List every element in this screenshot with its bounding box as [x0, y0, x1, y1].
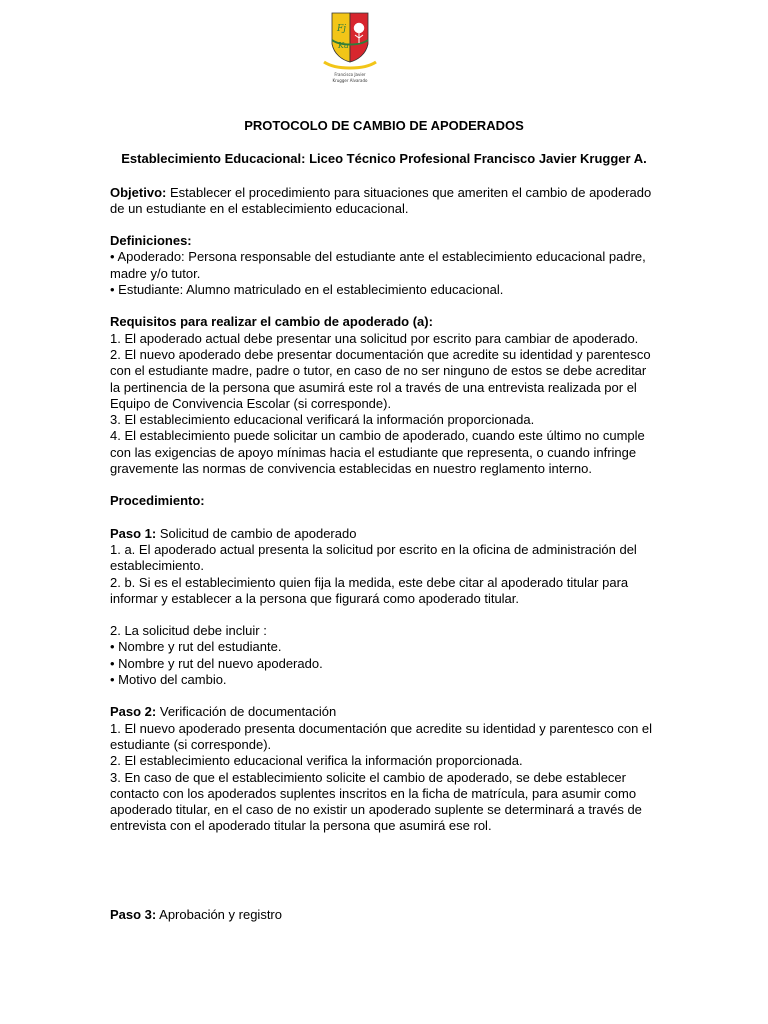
objetivo-text: Establecer el procedimiento para situaciones que ameriten el cambio de apoderado de un estudiante en el establecimiento educacional.	[110, 184, 652, 216]
list-item: • Estudiante: Alumno matriculado en el establecimiento educacional.	[110, 282, 504, 298]
procedimiento-heading: Procedimiento:	[110, 493, 205, 509]
school-crest-logo	[318, 10, 382, 84]
document-title: PROTOCOLO DE CAMBIO DE APODERADOS	[244, 118, 524, 133]
paso1-title: Paso 1: Solicitud de cambio de apoderado	[110, 525, 357, 541]
list-item: 1. El apoderado actual debe presentar una solicitud por escrito para cambiar de apoderado.	[110, 330, 639, 346]
paso3-label: Paso 3:	[110, 906, 157, 922]
paso2-title: Paso 2: Verificación de documentación	[110, 704, 337, 720]
paso1-label: Paso 1:	[110, 525, 157, 541]
logo-text-line2: Krugger Alvarado	[332, 78, 368, 83]
crest-gold-half	[332, 13, 350, 62]
list-item: 2. El nuevo apoderado debe presentar documentación que acredite su identidad y parentesco con el estudiante madre, padre o tutor, en caso de no ser ninguno de estos se debe acreditar la pertinencia de la persona que asumirá este rol a través de una entrevista realizada por el Equipo de Convivencia Escolar (si corresponde).	[110, 346, 651, 411]
document-subtitle: Establecimiento Educacional: Liceo Técnico Profesional Francisco Javier Krugger A.	[121, 151, 647, 167]
document-body	[110, 118, 658, 923]
list-item: 4. El establecimiento puede solicitar un cambio de apoderado, cuando este último no cumple con las exigencias de apoyo mínimas hacia el estudiante que representa, o cuando infringe gravemente las normas de convivencia establecidas en nuestro reglamento interno.	[110, 428, 645, 477]
paso2-label: Paso 2:	[110, 704, 157, 720]
list-item: • Nombre y rut del estudiante.	[110, 639, 282, 655]
objetivo-label: Objetivo:	[110, 184, 167, 200]
crest-flower-icon	[354, 23, 364, 33]
list-item: 3. En caso de que el establecimiento solicite el cambio de apoderado, se debe establecer contacto con los apoderados suplentes inscritos en la ficha de matrícula, para asumir como apoderado titular, en el caso de no existir un apoderado suplente se determinará a través de entrevista con el apoderado titular la persona que asumirá ese rol.	[110, 769, 642, 834]
paso3-title: Paso 3: Aprobación y registro	[110, 906, 282, 922]
requisitos-section	[110, 314, 658, 477]
list-item: • Apoderado: Persona responsable del estudiante ante el establecimiento educacional padre, madre y/o tutor.	[110, 249, 646, 281]
paso1-section	[110, 526, 658, 689]
list-item: 2. El establecimiento educacional verifica la información proporcionada.	[110, 753, 523, 769]
logo-text-line1: Francisco Javier	[334, 72, 366, 77]
solicitud-intro: 2. La solicitud debe incluir :	[110, 623, 267, 639]
definiciones-heading: Definiciones:	[110, 233, 192, 249]
crest-monogram-bottom: Ka	[338, 41, 349, 50]
crest-ribbon	[324, 62, 376, 68]
list-item: 3. El establecimiento educacional verificará la información proporcionada.	[110, 412, 535, 428]
requisitos-heading: Requisitos para realizar el cambio de apoderado (a):	[110, 314, 433, 330]
definiciones-section	[110, 233, 658, 298]
list-item: 1. a. El apoderado actual presenta la solicitud por escrito en la oficina de administración del establecimiento.	[110, 541, 637, 574]
list-item: • Motivo del cambio.	[110, 672, 227, 688]
list-item: • Nombre y rut del nuevo apoderado.	[110, 655, 323, 671]
list-item: 1. El nuevo apoderado presenta documentación que acredite su identidad y parentesco con el estudiante (si corresponde).	[110, 720, 653, 752]
crest-monogram-top: Fj	[337, 24, 347, 34]
paso2-section	[110, 704, 658, 834]
objetivo-paragraph	[110, 185, 658, 218]
list-item: 2. b. Si es el establecimiento quien fija la medida, este debe citar al apoderado titular para informar y establecer a la persona que figurará como apoderado titular.	[110, 574, 629, 606]
